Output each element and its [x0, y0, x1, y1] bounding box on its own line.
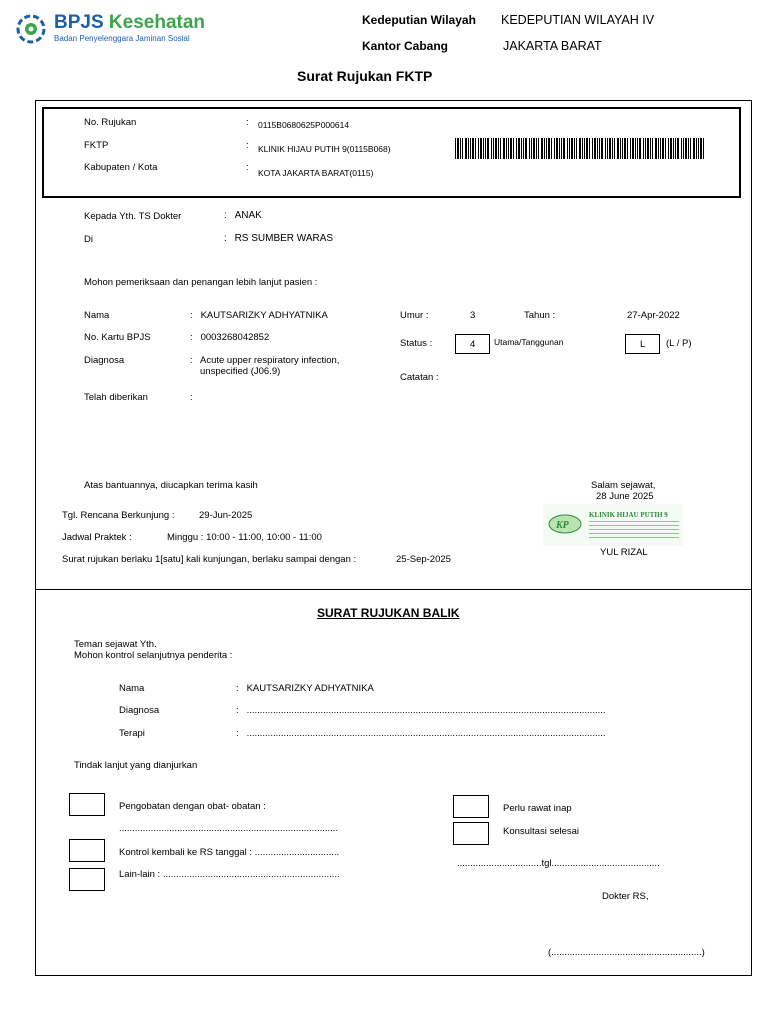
- patient-name: KAUTSARIZKY ADHYATNIKA: [200, 310, 328, 321]
- barcode-bar: [563, 138, 565, 159]
- barcode-bar: [571, 138, 573, 159]
- letter-date: 28 June 2025: [596, 491, 654, 502]
- barcode-bar: [462, 138, 463, 159]
- barcode-bar: [690, 138, 691, 159]
- barcode-bar: [632, 138, 634, 159]
- dokter-rs-label: Dokter RS,: [602, 891, 649, 902]
- barcode-bar: [601, 138, 603, 159]
- di-label: Di: [84, 234, 93, 245]
- barcode-bar: [594, 138, 596, 159]
- balik-terapi-dots: ........................................................................................................................................: [246, 728, 606, 739]
- barcode-bar: [531, 138, 532, 159]
- barcode-bar: [465, 138, 467, 159]
- salam-text: Salam sejawat,: [591, 480, 656, 491]
- barcode-bar: [487, 138, 489, 159]
- barcode-bar: [670, 138, 672, 159]
- barcode-bar: [472, 138, 474, 159]
- fktp-value: KLINIK HIJAU PUTIH 9(0115B068): [258, 144, 391, 154]
- barcode-bar: [637, 138, 638, 159]
- kontrol-label: Kontrol kembali ke RS tanggal : ................................: [119, 847, 340, 858]
- barcode-bar: [579, 138, 581, 159]
- bpjs-logo-emblem-icon: [16, 14, 46, 44]
- barcode-bar: [605, 138, 606, 159]
- telah-diberikan-label: Telah diberikan: [84, 392, 148, 403]
- gender-desc: (L / P): [666, 338, 692, 349]
- kartu-label: No. Kartu BPJS: [84, 332, 151, 343]
- diagnosa-line-1: Acute upper respiratory infection,: [200, 355, 340, 366]
- barcode-bar: [681, 138, 682, 159]
- barcode-bar: [627, 138, 628, 159]
- signature-line: (.........................................................): [548, 947, 705, 958]
- obat-label: Pengobatan dengan obat- obatan :: [119, 801, 266, 812]
- rencana-value: 29-Jun-2025: [199, 510, 253, 521]
- intro-text: Mohon pemeriksaan dan penangan lebih lanjut pasien :: [84, 277, 318, 288]
- barcode-bar: [516, 138, 517, 159]
- kedeputian-value: KEDEPUTIAN WILAYAH IV: [501, 13, 655, 27]
- barcode-bar: [529, 138, 530, 159]
- status-label: Status :: [400, 338, 433, 349]
- barcode-bar: [607, 138, 608, 159]
- barcode-bar: [617, 138, 619, 159]
- obat-checkbox[interactable]: [69, 793, 105, 816]
- balik-diagnosa-label: Diagnosa: [119, 705, 160, 716]
- barcode-bar: [478, 138, 479, 159]
- barcode-bar: [660, 138, 661, 159]
- logo-brand-bpjs: BPJS: [54, 12, 104, 33]
- fktp-label: FKTP: [84, 140, 109, 151]
- barcode-bar: [567, 138, 568, 159]
- nama-label: Nama: [84, 310, 110, 321]
- lain-lain-checkbox[interactable]: [69, 868, 105, 891]
- barcode-bar: [652, 138, 653, 159]
- barcode-bar: [599, 138, 600, 159]
- barcode-bar: [655, 138, 657, 159]
- logo-brand-kesehatan: Kesehatan: [108, 12, 206, 33]
- barcode-bar: [658, 138, 659, 159]
- status-box: [455, 334, 490, 354]
- barcode-bar: [647, 138, 649, 159]
- barcode-bar: [513, 138, 514, 159]
- barcode-bar: [650, 138, 651, 159]
- barcode-bar: [551, 138, 552, 159]
- catatan-label: Catatan :: [400, 372, 439, 383]
- barcode-bar: [510, 138, 512, 159]
- umur-label: Umur :: [400, 310, 429, 321]
- barcode-bar: [635, 138, 636, 159]
- barcode-bar: [645, 138, 646, 159]
- kepada-label: Kepada Yth. TS Dokter: [84, 211, 182, 222]
- barcode-icon: [455, 138, 707, 159]
- barcode-bar: [700, 138, 702, 159]
- balik-terapi-label: Terapi: [119, 728, 145, 739]
- barcode-bar: [589, 138, 590, 159]
- signer-name: YUL RIZAL: [600, 547, 648, 558]
- logo-subtitle: Badan Penyelenggara Jaminan Sosial: [54, 34, 190, 43]
- barcode-bar: [609, 138, 611, 159]
- colon: :: [190, 392, 193, 403]
- barcode-bar: [483, 138, 484, 159]
- balik-greeting-1: Teman sejawat Yth.: [74, 639, 157, 650]
- barcode-bar: [521, 138, 522, 159]
- barcode-bar: [597, 138, 598, 159]
- barcode-bar: [685, 138, 687, 159]
- barcode-bar: [495, 138, 497, 159]
- barcode-bar: [576, 138, 577, 159]
- colon: :: [246, 117, 249, 128]
- barcode-bar: [574, 138, 575, 159]
- lain-lain-label: Lain-lain : ...................................................................: [119, 869, 340, 880]
- balik-patient-name: KAUTSARIZKY ADHYATNIKA: [246, 683, 374, 694]
- jadwal-value: Minggu : 10:00 - 11:00, 10:00 - 11:00: [167, 532, 322, 543]
- diagnosa-line-2: unspecified (J06.9): [200, 366, 281, 377]
- barcode-bar: [523, 138, 524, 159]
- barcode-bar: [584, 138, 585, 159]
- tahun-value: 27-Apr-2022: [627, 310, 680, 321]
- barcode-bar: [561, 138, 562, 159]
- barcode-bar: [639, 138, 641, 159]
- barcode-bar: [622, 138, 623, 159]
- balik-diagnosa-dots: ........................................................................................................................................: [246, 705, 606, 716]
- barcode-bar: [688, 138, 689, 159]
- obat-dots: ...................................................................................: [119, 823, 339, 834]
- barcode-bar: [480, 138, 482, 159]
- diagnosa-label: Diagnosa: [84, 355, 125, 366]
- barcode-bar: [620, 138, 621, 159]
- barcode-bar: [554, 138, 555, 159]
- barcode-bar: [548, 138, 550, 159]
- clinic-stamp: [543, 504, 683, 546]
- kepada-value: : ANAK: [224, 210, 262, 221]
- barcode-bar: [541, 138, 543, 159]
- tgl-line: ................................tgl.........................................: [457, 858, 660, 869]
- barcode-bar: [683, 138, 684, 159]
- barcode-bar: [538, 138, 539, 159]
- balik-greeting-2: Mohon kontrol selanjutnya penderita :: [74, 650, 233, 661]
- berlaku-value: 25-Sep-2025: [396, 554, 451, 565]
- barcode-bar: [614, 138, 615, 159]
- balik-nama-label: Nama: [119, 683, 145, 694]
- di-value: : RS SUMBER WARAS: [224, 233, 334, 244]
- barcode-bar: [544, 138, 545, 159]
- status-value: 4: [470, 339, 476, 350]
- barcode-bar: [582, 138, 583, 159]
- barcode-bar: [696, 138, 697, 159]
- barcode-bar: [485, 138, 486, 159]
- barcode-bar: [693, 138, 695, 159]
- gender-value: L: [640, 339, 646, 350]
- kedeputian-label: Kedeputian Wilayah: [362, 13, 476, 27]
- clinic-stamp-logo-icon: [547, 513, 583, 535]
- barcode-bar: [630, 138, 631, 159]
- barcode-bar: [525, 138, 527, 159]
- barcode-bar: [506, 138, 507, 159]
- rumah-sakit: RS SUMBER WARAS: [234, 233, 334, 244]
- gender-box: [625, 334, 660, 354]
- barcode-bar: [470, 138, 471, 159]
- barcode-bar: [493, 138, 494, 159]
- barcode-bar: [468, 138, 469, 159]
- no-rujukan-value: 0115B0680625P000614: [258, 120, 350, 130]
- nama-value: : KAUTSARIZKY ADHYATNIKA: [190, 310, 328, 321]
- thanks-text: Atas bantuannya, diucapkan terima kasih: [84, 480, 258, 491]
- kantor-value: JAKARTA BARAT: [503, 39, 602, 53]
- kepada-dokter: ANAK: [234, 210, 262, 221]
- konsultasi-checkbox[interactable]: [453, 822, 489, 845]
- rawat-inap-checkbox[interactable]: [453, 795, 489, 818]
- barcode-bar: [498, 138, 499, 159]
- colon: :: [246, 162, 249, 173]
- barcode-bar: [612, 138, 613, 159]
- barcode-bar: [569, 138, 570, 159]
- barcode-bar: [586, 138, 588, 159]
- card-number: 0003268042852: [200, 332, 270, 343]
- kontrol-checkbox[interactable]: [69, 839, 105, 862]
- barcode-bar: [665, 138, 666, 159]
- kantor-label: Kantor Cabang: [362, 39, 449, 53]
- barcode-bar: [533, 138, 535, 159]
- barcode-bar: [662, 138, 664, 159]
- barcode-bar: [673, 138, 674, 159]
- document-title: Surat Rujukan FKTP: [297, 68, 433, 84]
- barcode-bar: [677, 138, 679, 159]
- balik-title: SURAT RUJUKAN BALIK: [317, 606, 460, 620]
- clinic-stamp-name: KLINIK HIJAU PUTIH 9: [589, 511, 668, 519]
- barcode-bar: [643, 138, 644, 159]
- barcode-bar: [457, 138, 459, 159]
- section-divider: [35, 589, 752, 590]
- konsultasi-label: Konsultasi selesai: [503, 826, 580, 837]
- umur-value: 3: [470, 310, 476, 321]
- barcode-bar: [698, 138, 699, 159]
- barcode-bar: [455, 138, 456, 159]
- barcode-bar: [508, 138, 509, 159]
- jadwal-label: Jadwal Praktek :: [62, 532, 132, 543]
- barcode-bar: [460, 138, 461, 159]
- barcode-bar: [624, 138, 626, 159]
- rawat-inap-label: Perlu rawat inap: [503, 803, 572, 814]
- barcode-bar: [518, 138, 520, 159]
- clinic-stamp-address-lines: [589, 521, 679, 539]
- barcode-bar: [559, 138, 560, 159]
- barcode-bar: [500, 138, 501, 159]
- barcode-bar: [475, 138, 476, 159]
- balik-diagnosa-value: : ........................................................................................................................................: [236, 705, 606, 716]
- tindak-lanjut-label: Tindak lanjut yang dianjurkan: [74, 760, 198, 771]
- barcode-bar: [703, 138, 704, 159]
- barcode-bar: [592, 138, 593, 159]
- barcode-bar: [546, 138, 547, 159]
- kartu-value: : 0003268042852: [190, 332, 270, 343]
- bpjs-logo: [16, 12, 206, 46]
- no-rujukan-label: No. Rujukan: [84, 117, 137, 128]
- balik-terapi-value: : ........................................................................................................................................: [236, 728, 606, 739]
- berlaku-text: Surat rujukan berlaku 1[satu] kali kunjungan, berlaku sampai dengan :: [62, 554, 357, 565]
- barcode-bar: [503, 138, 505, 159]
- barcode-bar: [675, 138, 676, 159]
- barcode-bar: [556, 138, 558, 159]
- colon: :: [246, 140, 249, 151]
- kabupaten-value: KOTA JAKARTA BARAT(0115): [258, 168, 374, 178]
- barcode-bar: [491, 138, 492, 159]
- colon: :: [190, 355, 193, 366]
- barcode-bar: [536, 138, 537, 159]
- kabupaten-label: Kabupaten / Kota: [84, 162, 158, 173]
- rencana-label: Tgl. Rencana Berkunjung :: [62, 510, 175, 521]
- svg-text:KP: KP: [556, 520, 569, 531]
- balik-nama-value: : KAUTSARIZKY ADHYATNIKA: [236, 683, 374, 694]
- status-desc: Utama/Tanggunan: [494, 337, 564, 347]
- tahun-label: Tahun :: [524, 310, 556, 321]
- barcode-bar: [668, 138, 669, 159]
